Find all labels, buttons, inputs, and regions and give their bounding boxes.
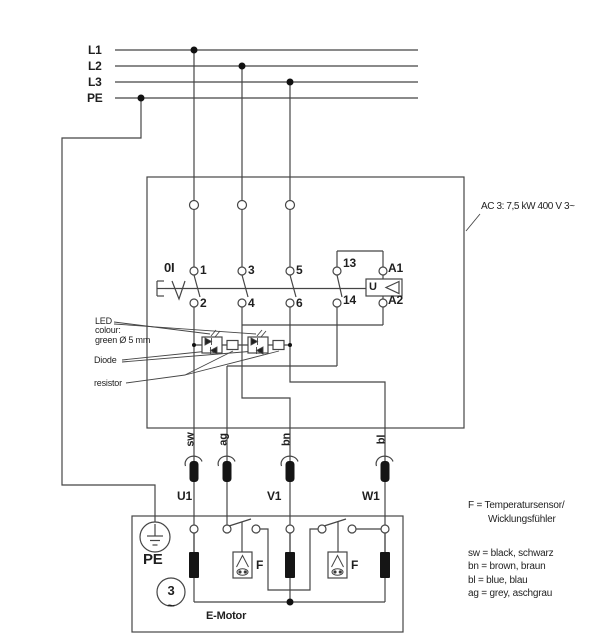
terminal-label-13: 13 — [343, 256, 356, 270]
rail-label-l3: L3 — [88, 75, 102, 89]
motor-name: E-Motor — [206, 610, 247, 622]
motor-terminal-u1: U1 — [177, 489, 192, 503]
contactor-rating: AC 3: 7,5 kW 400 V 3~ — [481, 201, 575, 212]
sensor-label-2: F — [351, 558, 359, 572]
motor-pe-label: PE — [143, 551, 163, 568]
motor-tilde: ~ — [167, 598, 175, 613]
terminal-label-5: 5 — [296, 263, 303, 277]
terminal-label-1: 1 — [200, 263, 207, 277]
sensor-label-1: F — [256, 558, 264, 572]
led-annotation-3: green Ø 5 mm — [95, 335, 151, 345]
motor-phase-label: 3 — [167, 583, 175, 598]
wire-label-bn: bn — [280, 432, 293, 447]
cable-terminals — [190, 461, 390, 482]
legend-bl: bl = blue, blau — [468, 575, 528, 586]
motor-windings — [189, 552, 390, 578]
terminal-circles — [190, 201, 390, 534]
pe-symbol — [140, 522, 170, 552]
manual-switch-symbol — [157, 281, 366, 299]
terminal-label-14: 14 — [343, 293, 356, 307]
phase-wires — [194, 50, 385, 602]
terminal-label-2: 2 — [200, 296, 207, 310]
motor-terminal-v1: V1 — [267, 489, 282, 503]
contact-blades — [194, 275, 342, 297]
switch-label: 0I — [164, 260, 175, 275]
legend-sw: sw = black, schwarz — [468, 548, 554, 559]
diode-annotation: Diode — [94, 355, 117, 365]
legend-ag: ag = grey, aschgrau — [468, 588, 553, 599]
resistor-annotation: resistor — [94, 378, 122, 388]
led-annotation-2: colour: — [95, 325, 121, 335]
resistor-2 — [273, 341, 284, 350]
resistor-1 — [227, 341, 238, 350]
led-annotation-1: LED — [95, 316, 112, 326]
rail-label-l1: L1 — [88, 43, 102, 57]
rail-label-l2: L2 — [88, 59, 102, 73]
motor-terminal-w1: W1 — [362, 489, 380, 503]
terminal-label-3: 3 — [248, 263, 255, 277]
wire-label-bl: bl — [375, 434, 388, 445]
power-rails — [115, 50, 418, 98]
terminal-label-4: 4 — [248, 296, 255, 310]
terminal-label-a1: A1 — [388, 261, 403, 275]
terminal-label-6: 6 — [296, 296, 303, 310]
wire-label-ag: ag — [217, 433, 230, 446]
wire-label-sw: sw — [184, 432, 197, 447]
coil-label: U — [369, 281, 377, 293]
legend-sensor-line1: F = Temperatursensor/ — [468, 500, 565, 511]
pe-wire — [62, 98, 155, 522]
junction-dots — [138, 47, 294, 606]
legend-bn: bn = brown, braun — [468, 561, 546, 572]
legend-sensor-line2: Wicklungsfühler — [488, 514, 556, 525]
terminal-label-a2: A2 — [388, 293, 403, 307]
rail-label-pe: PE — [87, 91, 103, 105]
